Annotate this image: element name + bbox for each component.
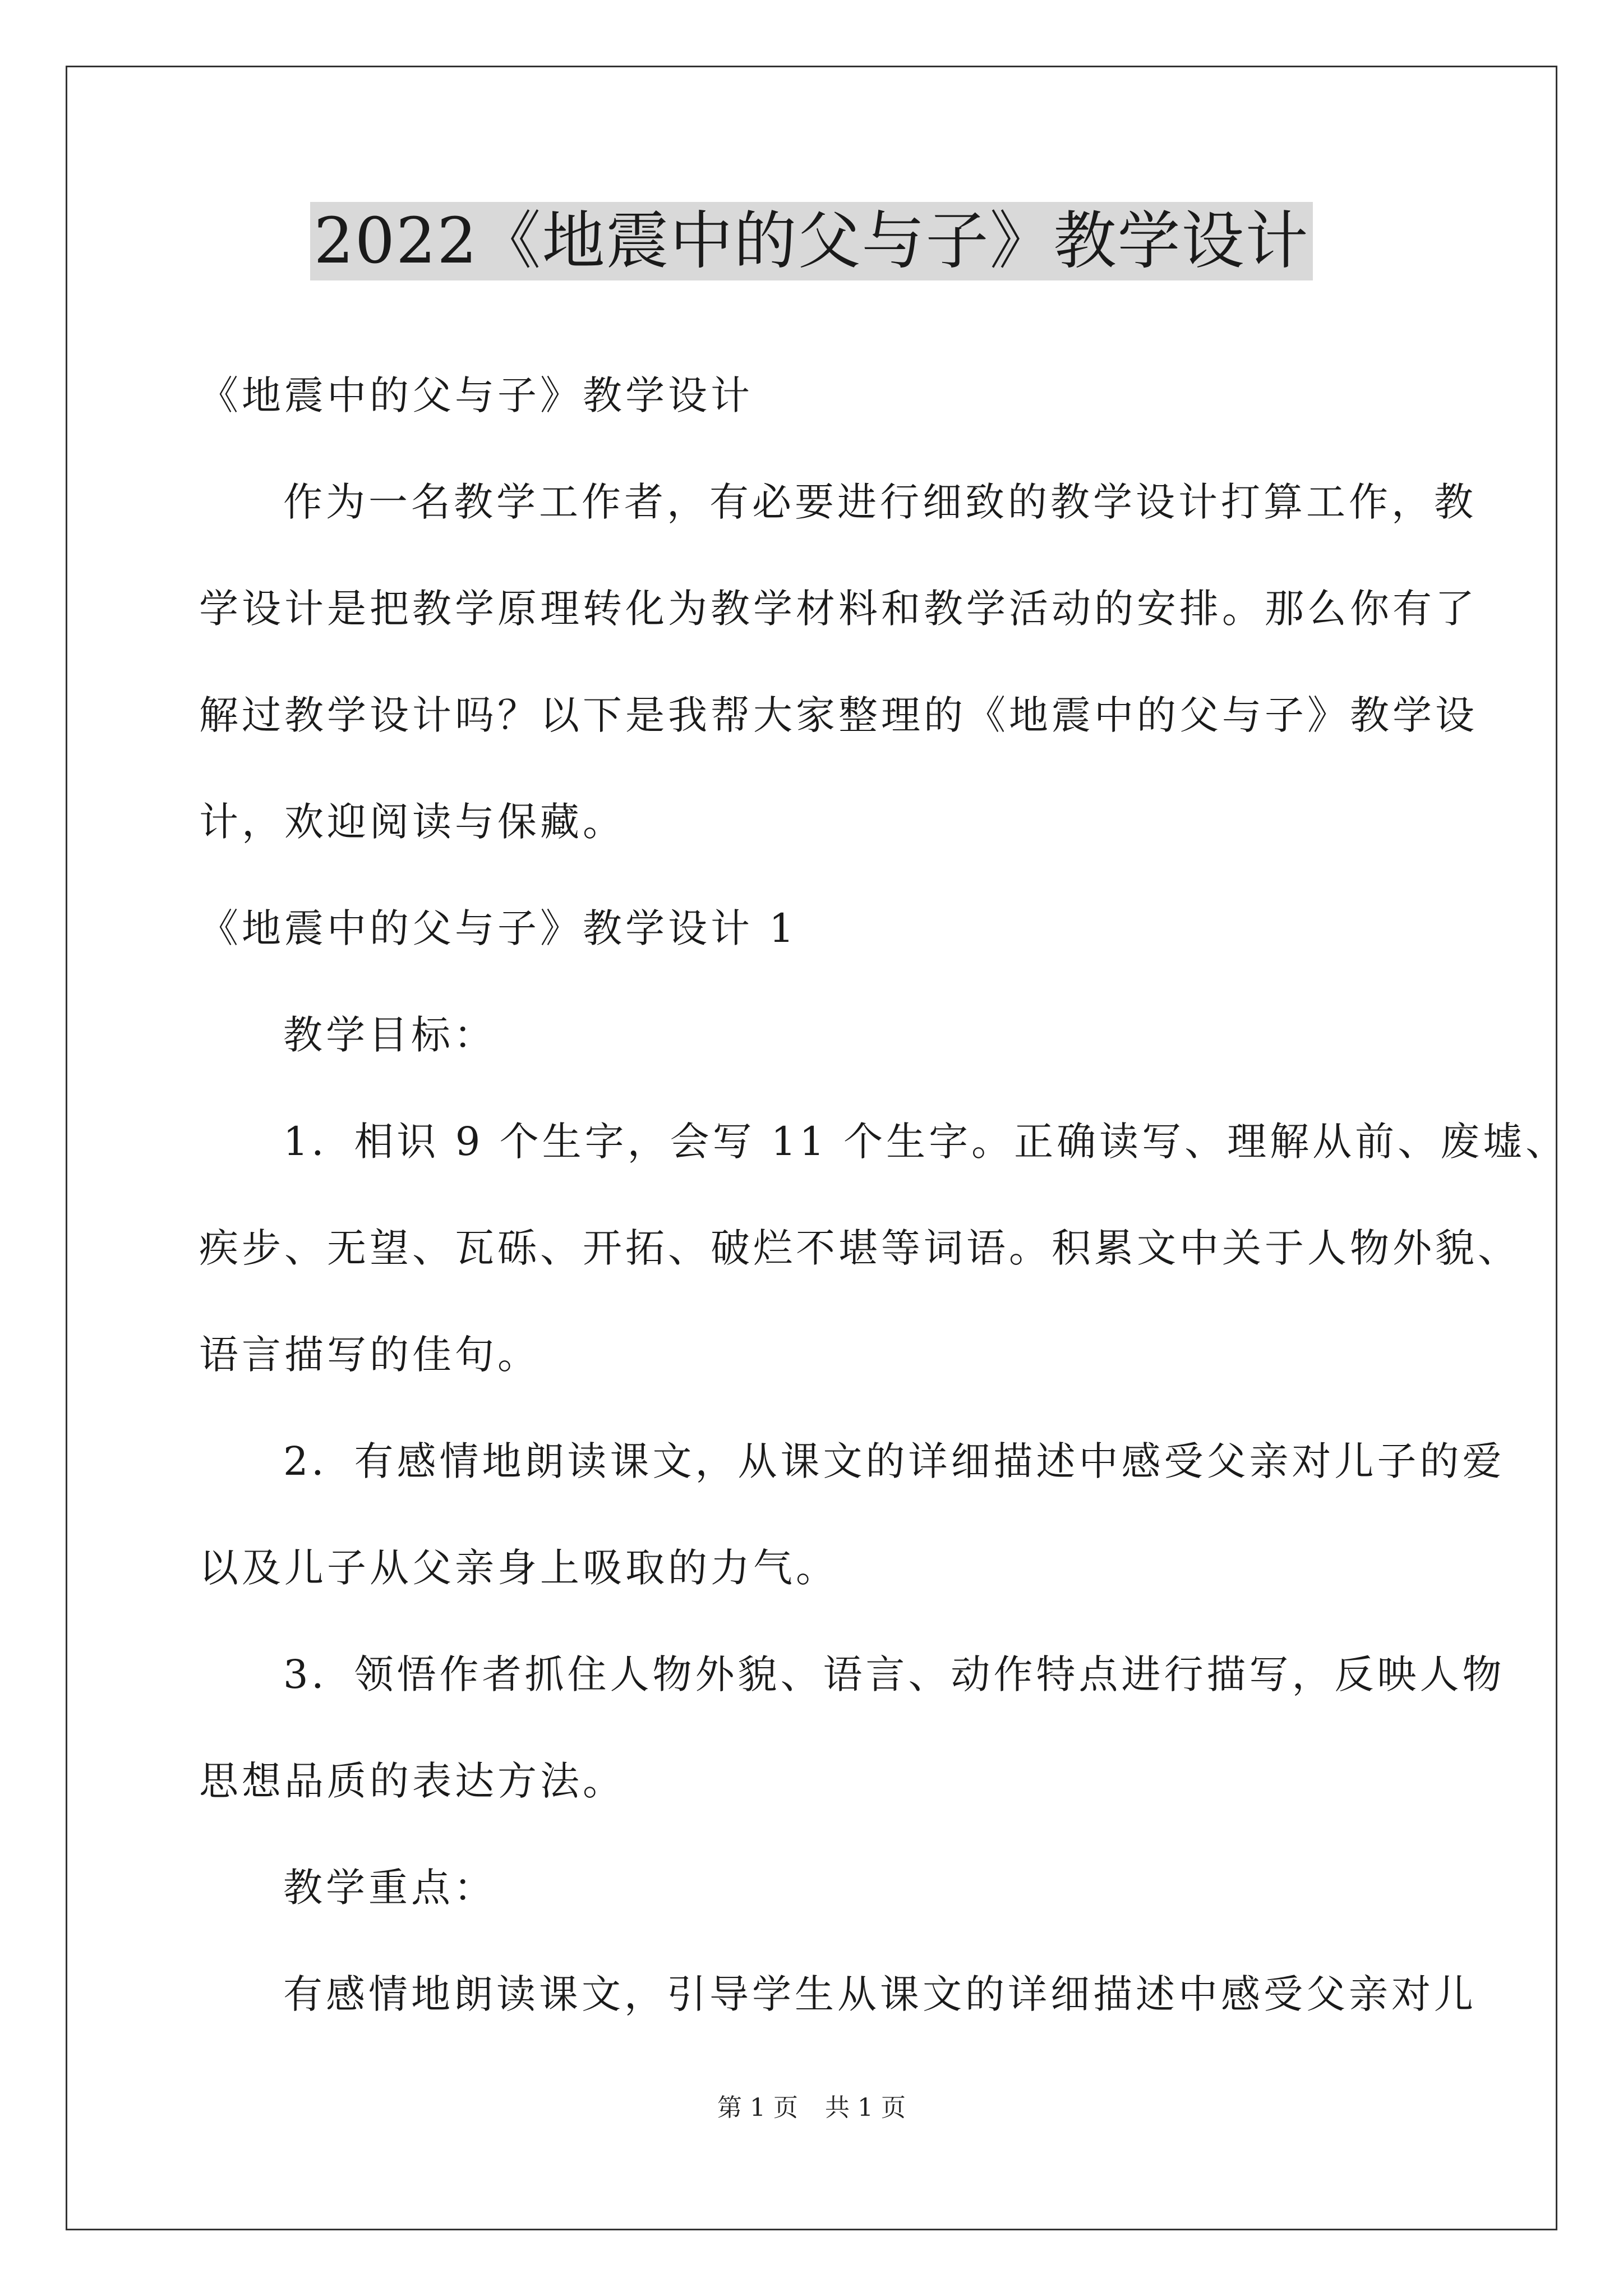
body-line: 教学目标： (283, 1012, 496, 1058)
body-line: 2．有感情地朗读课文，从课文的详细描述中感受父亲对儿子的爱 (283, 1438, 1505, 1484)
body-line: 1．相识 9 个生字，会写 11 个生字。正确读写、理解从前、废墟、 (283, 1119, 1569, 1165)
body-line: 解过教学设计吗？以下是我帮大家整理的《地震中的父与子》教学设 (199, 692, 1478, 738)
body-line: 教学重点： (283, 1865, 496, 1911)
body-line: 思想品质的表达方法。 (199, 1758, 625, 1804)
page-number-total: 共 1 页 (825, 2093, 906, 2122)
body-line: 《地震中的父与子》教学设计 1 (199, 905, 797, 951)
body-line: 学设计是把教学原理转化为教学材料和教学活动的安排。那么你有了 (199, 586, 1478, 632)
body-line: 作为一名教学工作者，有必要进行细致的教学设计打算工作，教 (283, 479, 1477, 525)
title-container (0, 202, 1623, 280)
document-title: 2022《地震中的父与子》教学设计 (310, 202, 1312, 280)
body-line: 3．领悟作者抓住人物外貌、语言、动作特点进行描写，反映人物 (283, 1651, 1505, 1697)
page-number-current: 第 1 页 (717, 2093, 798, 2122)
body-line: 计，欢迎阅读与保藏。 (199, 799, 625, 845)
body-line: 疾步、无望、瓦砾、开拓、破烂不堪等词语。积累文中关于人物外貌、 (199, 1225, 1520, 1271)
body-line: 《地震中的父与子》教学设计 (199, 372, 753, 418)
body-line: 以及儿子从父亲身上吸取的力气。 (199, 1545, 838, 1591)
body-line: 有感情地朗读课文，引导学生从课文的详细描述中感受父亲对儿 (283, 1971, 1477, 2017)
page-footer (0, 2091, 1623, 2125)
document-body (199, 342, 1569, 2047)
body-line: 语言描写的佳句。 (199, 1332, 540, 1378)
